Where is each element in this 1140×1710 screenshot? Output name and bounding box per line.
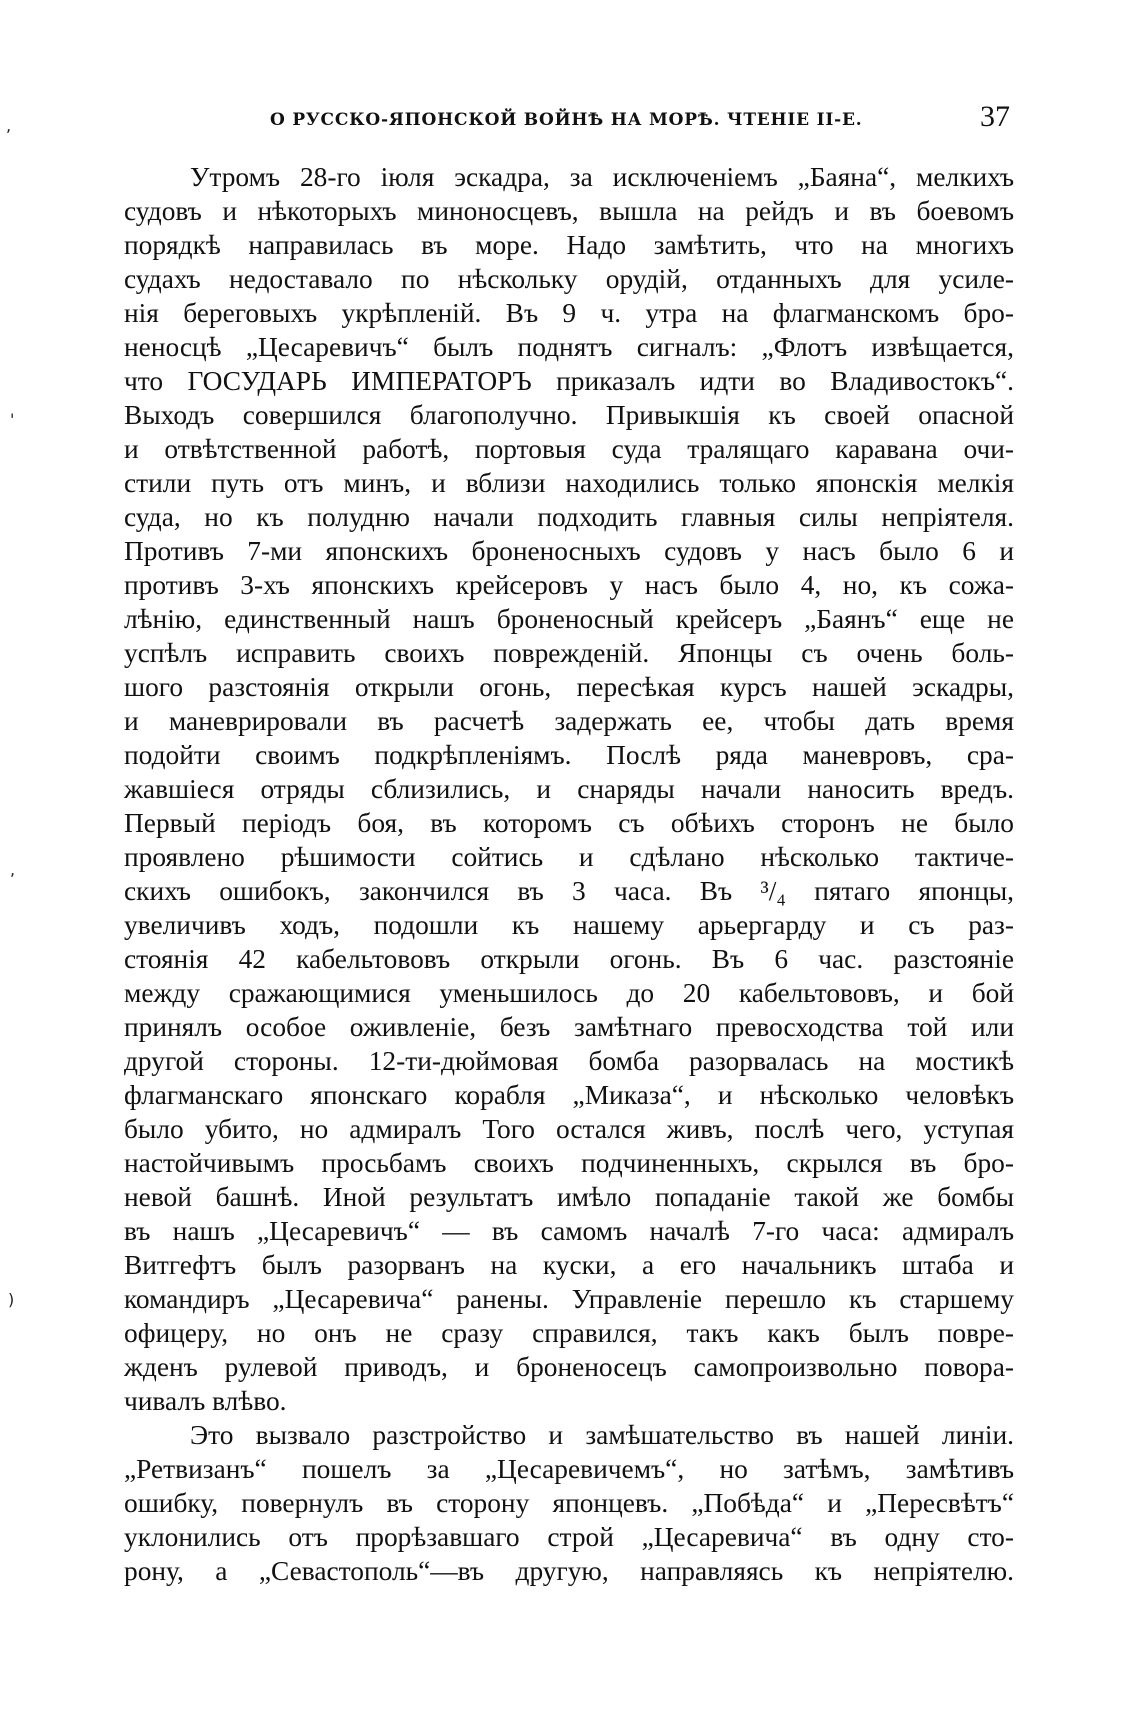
text-line: настойчивымъ просьбамъ своихъ подчиненныхъ, скрылся въ бро- bbox=[124, 1148, 1014, 1178]
text-line: Противъ 7-ми японскихъ броненосныхъ судовъ у насъ было 6 и bbox=[124, 536, 1014, 566]
text-line: стили путь отъ минъ, и вблизи находились только японскія мелкія bbox=[124, 468, 1014, 498]
text-line: Первый періодъ боя, въ которомъ съ обѣихъ сторонъ не было bbox=[124, 808, 1014, 838]
text-line: офицеру, но онъ не сразу справился, такъ какъ былъ повре- bbox=[124, 1318, 1014, 1348]
running-header bbox=[270, 100, 1010, 140]
text-line: жденъ рулевой приводъ, и броненосецъ самопроизвольно повора- bbox=[124, 1352, 1014, 1382]
text-line: шого разстоянія открыли огонь, пересѣкая курсъ нашей эскадры, bbox=[124, 672, 1014, 702]
text-line: неносцѣ „Цесаревичъ“ былъ поднятъ сигналъ: „Флотъ извѣщается, bbox=[124, 332, 1014, 362]
body-text bbox=[124, 160, 1014, 1588]
text-line: уклонились отъ прорѣзавшаго строй „Цесаревича“ въ одну сто- bbox=[124, 1522, 1014, 1552]
text-line: порядкѣ направилась въ море. Надо замѣтить, что на многихъ bbox=[124, 230, 1014, 260]
text-line: принялъ особое оживленіе, безъ замѣтнаго превосходства той или bbox=[124, 1012, 1014, 1042]
margin-mark: ' bbox=[10, 410, 15, 429]
text-line: между сражающимися уменьшилось до 20 кабельтововъ, и бой bbox=[124, 978, 1014, 1008]
margin-mark: , bbox=[6, 116, 12, 135]
text-line: подойти своимъ подкрѣпленіямъ. Послѣ ряда маневровъ, сра- bbox=[124, 740, 1014, 770]
text-line: судовъ и нѣкоторыхъ миноносцевъ, вышла на рейдъ и въ боевомъ bbox=[124, 196, 1014, 226]
running-title: О РУССКО-ЯПОНСКОЙ ВОЙНѢ НА МОРѢ. ЧТЕНІЕ II-Е. bbox=[270, 110, 863, 130]
margin-mark: ) bbox=[8, 1290, 15, 1309]
text-line: Это вызвало разстройство и замѣшательство въ нашей линіи. bbox=[190, 1420, 1014, 1450]
text-line: противъ 3-хъ японскихъ крейсеровъ у насъ было 4, но, къ сожа- bbox=[124, 570, 1014, 600]
text-line: командиръ „Цесаревича“ ранены. Управленіе перешло къ старшему bbox=[124, 1284, 1014, 1314]
text-line: что ГОСУДАРЬ ИМПЕРАТОРЪ приказалъ идти во Владивостокъ“. bbox=[124, 366, 1014, 396]
text-line: Утромъ 28-го іюля эскадра, за исключеніемъ „Баяна“, мелкихъ bbox=[190, 162, 1014, 192]
text-line: чивалъ влѣво. bbox=[124, 1386, 287, 1416]
text-line: и маневрировали въ расчетѣ задержать ее, чтобы дать время bbox=[124, 706, 1014, 736]
text-line: „Ретвизанъ“ пошелъ за „Цесаревичемъ“, но затѣмъ, замѣтивъ bbox=[124, 1454, 1014, 1484]
text-line: рону, а „Севастополь“—въ другую, направляясь къ непріятелю. bbox=[124, 1556, 1014, 1586]
text-line: и отвѣтственной работѣ, портовыя суда тралящаго каравана очи- bbox=[124, 434, 1014, 464]
text-line: успѣлъ исправить своихъ поврежденій. Японцы съ очень боль- bbox=[124, 638, 1014, 668]
page-number: 37 bbox=[980, 100, 1010, 133]
margin-mark: , bbox=[10, 860, 16, 879]
text-line: Витгефтъ былъ разорванъ на куски, а его начальникъ штаба и bbox=[124, 1250, 1014, 1280]
text-line: скихъ ошибокъ, закончился въ 3 часа. Въ ³/₄ пятаго японцы, bbox=[124, 876, 1014, 906]
text-line: проявлено рѣшимости сойтись и сдѣлано нѣсколько тактиче- bbox=[124, 842, 1014, 872]
text-line: флагманскаго японскаго корабля „Миказа“, и нѣсколько человѣкъ bbox=[124, 1080, 1014, 1110]
text-line: Выходъ совершился благополучно. Привыкшія къ своей опасной bbox=[124, 400, 1014, 430]
text-line: въ нашъ „Цесаревичъ“ — въ самомъ началѣ 7-го часа: адмиралъ bbox=[124, 1216, 1014, 1246]
text-line: нія береговыхъ укрѣпленій. Въ 9 ч. утра на флагманскомъ бро- bbox=[124, 298, 1014, 328]
text-line: лѣнію, единственный нашъ броненосный крейсеръ „Баянъ“ еще не bbox=[124, 604, 1014, 634]
text-line: суда, но къ полудню начали подходить главныя силы непріятеля. bbox=[124, 502, 1014, 532]
text-line: другой стороны. 12-ти-дюймовая бомба разорвалась на мостикѣ bbox=[124, 1046, 1014, 1076]
text-line: стоянія 42 кабельтововъ открыли огонь. Въ 6 час. разстояніе bbox=[124, 944, 1014, 974]
text-line: было убито, но адмиралъ Того остался живъ, послѣ чего, уступая bbox=[124, 1114, 1014, 1144]
text-line: невой башнѣ. Иной результатъ имѣло попаданіе такой же бомбы bbox=[124, 1182, 1014, 1212]
text-line: жавшіеся отряды сблизились, и снаряды начали наносить вредъ. bbox=[124, 774, 1014, 804]
text-line: судахъ недоставало по нѣскольку орудій, отданныхъ для усиле- bbox=[124, 264, 1014, 294]
text-line: увеличивъ ходъ, подошли къ нашему арьергарду и съ раз- bbox=[124, 910, 1014, 940]
text-line: ошибку, повернулъ въ сторону японцевъ. „Побѣда“ и „Пересвѣтъ“ bbox=[124, 1488, 1014, 1518]
